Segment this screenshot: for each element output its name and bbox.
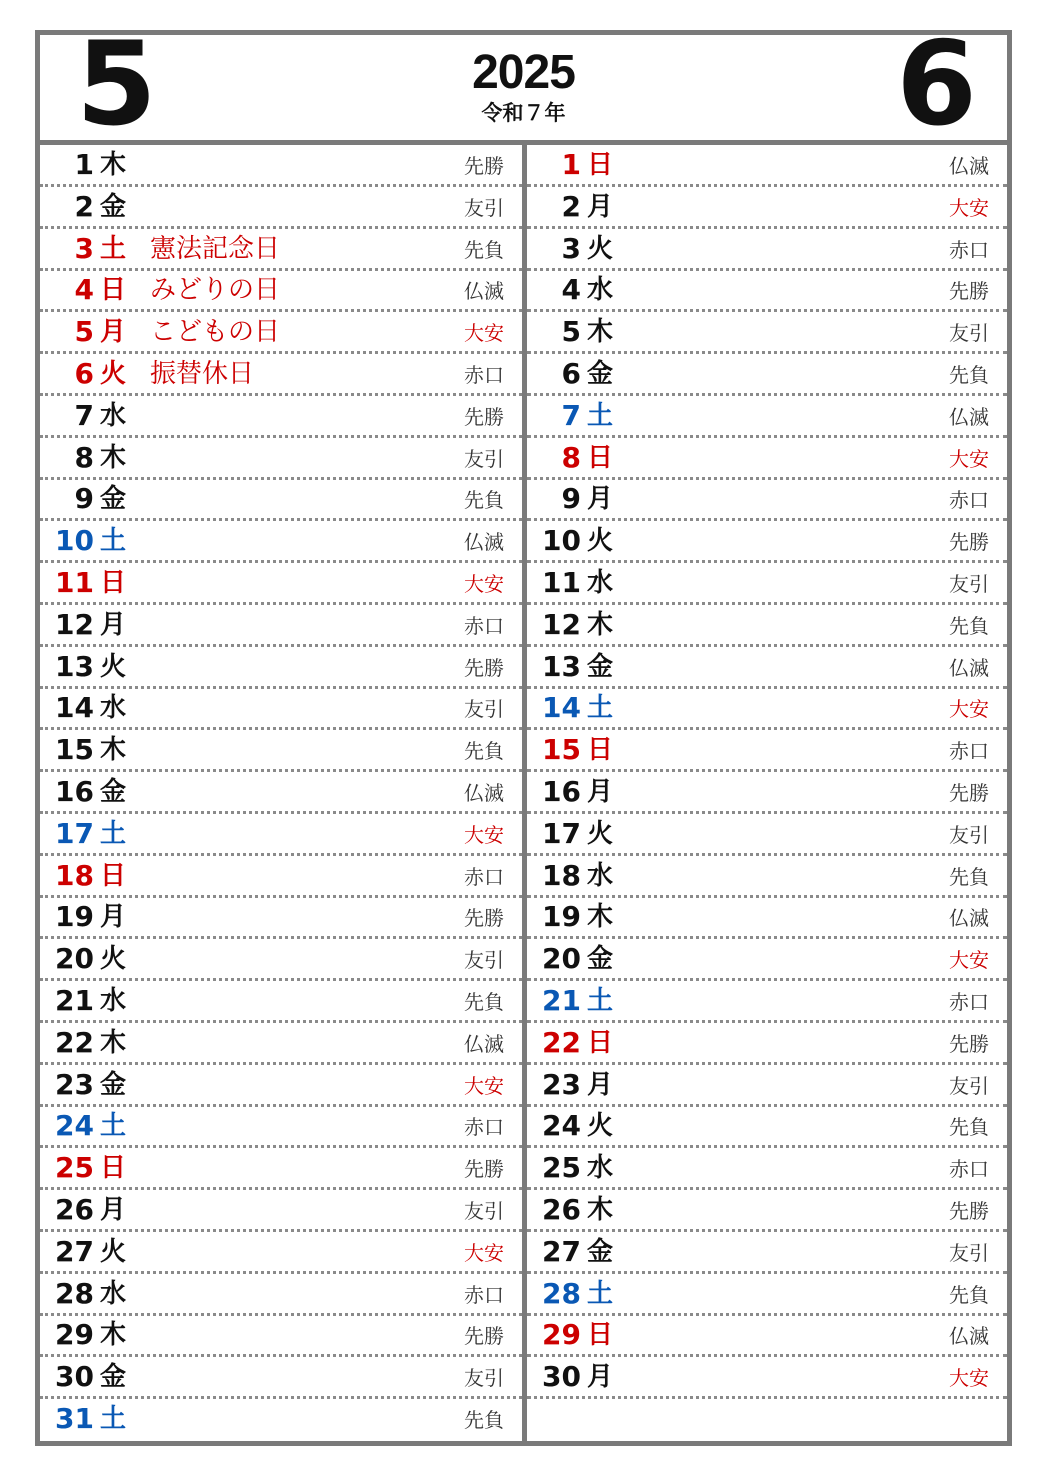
day-row bbox=[40, 1399, 522, 1441]
day-number: 10 bbox=[542, 524, 581, 558]
day-row bbox=[40, 521, 522, 563]
weekday-label: 日 bbox=[587, 735, 614, 766]
day-row bbox=[527, 605, 1007, 647]
day-row bbox=[527, 981, 1007, 1023]
weekday-label: 金 bbox=[587, 944, 614, 975]
day-row bbox=[40, 688, 522, 730]
rokuyo-label: 先負 bbox=[949, 864, 989, 889]
day-row bbox=[40, 270, 522, 312]
day-row bbox=[527, 563, 1007, 605]
rokuyo-label: 仏滅 bbox=[464, 530, 504, 555]
day-row bbox=[40, 856, 522, 898]
month-number-june: 6 bbox=[896, 17, 977, 152]
rokuyo-label: 先勝 bbox=[464, 404, 504, 429]
day-number: 13 bbox=[55, 649, 94, 683]
day-row bbox=[527, 312, 1007, 354]
weekday-label: 土 bbox=[100, 1111, 127, 1142]
weekday-label: 木 bbox=[100, 1027, 127, 1058]
day-row bbox=[527, 939, 1007, 981]
rokuyo-label: 先勝 bbox=[949, 530, 989, 555]
weekday-label: 金 bbox=[587, 359, 614, 389]
rokuyo-label: 大安 bbox=[464, 1240, 504, 1265]
rokuyo-label: 友引 bbox=[464, 948, 504, 973]
rokuyo-label: 仏滅 bbox=[464, 781, 504, 805]
holiday-name: みどりの日 bbox=[150, 275, 281, 306]
day-number: 8 bbox=[74, 440, 94, 474]
weekday-label: 月 bbox=[100, 902, 127, 933]
day-number: 12 bbox=[542, 607, 581, 641]
calendar-frame bbox=[35, 17, 1012, 1446]
weekday-label: 金 bbox=[100, 777, 127, 807]
weekday-label: 日 bbox=[587, 1320, 614, 1351]
rokuyo-label: 赤口 bbox=[949, 990, 989, 1014]
day-number: 20 bbox=[55, 942, 94, 976]
weekday-label: 土 bbox=[100, 1404, 127, 1434]
day-row bbox=[527, 521, 1007, 563]
day-number: 30 bbox=[542, 1360, 581, 1394]
day-number: 10 bbox=[55, 524, 94, 558]
weekday-label: 水 bbox=[100, 1278, 127, 1309]
day-row bbox=[527, 1190, 1007, 1232]
weekday-label: 水 bbox=[587, 860, 614, 891]
weekday-label: 木 bbox=[587, 902, 614, 933]
rokuyo-label: 先勝 bbox=[949, 1199, 989, 1223]
rokuyo-label: 先勝 bbox=[464, 154, 504, 178]
day-number: 12 bbox=[55, 607, 94, 641]
day-number: 28 bbox=[542, 1276, 581, 1310]
day-row bbox=[527, 730, 1007, 772]
rokuyo-label: 先負 bbox=[949, 1115, 989, 1140]
day-row bbox=[40, 772, 522, 814]
weekday-label: 月 bbox=[100, 609, 127, 640]
weekday-label: 土 bbox=[587, 693, 614, 724]
day-number: 3 bbox=[561, 231, 581, 265]
rokuyo-label: 先負 bbox=[949, 363, 989, 387]
day-row bbox=[527, 1315, 1007, 1357]
day-number: 13 bbox=[542, 649, 581, 683]
rokuyo-label: 先負 bbox=[464, 237, 504, 262]
day-number: 9 bbox=[74, 482, 94, 516]
rokuyo-label: 友引 bbox=[464, 1199, 504, 1223]
day-row bbox=[527, 1274, 1007, 1316]
rokuyo-label: 友引 bbox=[949, 1240, 989, 1265]
day-row bbox=[40, 1357, 522, 1399]
day-number: 6 bbox=[561, 357, 581, 390]
day-number: 31 bbox=[55, 1402, 94, 1435]
day-row bbox=[40, 730, 522, 772]
day-row bbox=[527, 856, 1007, 898]
weekday-label: 木 bbox=[100, 735, 127, 766]
day-number: 15 bbox=[55, 733, 94, 767]
day-number: 7 bbox=[74, 398, 94, 432]
weekday-label: 月 bbox=[587, 1069, 614, 1100]
era-label: 令和７年 bbox=[481, 101, 566, 125]
weekday-label: 金 bbox=[587, 651, 614, 682]
weekday-label: 月 bbox=[100, 1195, 127, 1225]
day-number: 1 bbox=[74, 148, 94, 181]
day-number: 7 bbox=[561, 398, 581, 432]
day-row bbox=[40, 897, 522, 939]
weekday-label: 土 bbox=[100, 526, 127, 557]
weekday-label: 日 bbox=[587, 1027, 614, 1058]
day-number: 24 bbox=[55, 1109, 94, 1143]
day-number: 21 bbox=[542, 984, 581, 1017]
day-number: 11 bbox=[542, 566, 581, 599]
rokuyo-label: 赤口 bbox=[464, 363, 504, 387]
day-number: 14 bbox=[55, 691, 94, 725]
rokuyo-label: 赤口 bbox=[949, 739, 989, 764]
weekday-label: 月 bbox=[587, 484, 614, 515]
day-row bbox=[40, 187, 522, 229]
day-number: 11 bbox=[55, 566, 94, 599]
day-number: 28 bbox=[55, 1276, 94, 1310]
holiday-name: 憲法記念日 bbox=[150, 233, 281, 264]
day-number: 9 bbox=[561, 482, 581, 516]
rokuyo-label: 大安 bbox=[464, 822, 504, 847]
rokuyo-label: 仏滅 bbox=[464, 279, 504, 304]
rokuyo-label: 友引 bbox=[464, 697, 504, 722]
weekday-label: 月 bbox=[587, 191, 614, 222]
day-row bbox=[40, 1190, 522, 1232]
day-number: 30 bbox=[55, 1360, 94, 1394]
rokuyo-label: 仏滅 bbox=[949, 655, 989, 680]
day-number: 26 bbox=[542, 1193, 581, 1226]
rokuyo-label: 先勝 bbox=[949, 279, 989, 304]
rokuyo-label: 赤口 bbox=[464, 613, 504, 638]
day-row bbox=[40, 438, 522, 480]
day-row bbox=[527, 1232, 1007, 1274]
rokuyo-label: 先負 bbox=[949, 1282, 989, 1307]
day-number: 14 bbox=[542, 691, 581, 725]
day-row bbox=[40, 939, 522, 981]
weekday-label: 木 bbox=[587, 317, 614, 348]
rokuyo-label: 先負 bbox=[464, 1408, 504, 1432]
day-number: 8 bbox=[561, 440, 581, 474]
day-number: 20 bbox=[542, 942, 581, 976]
rokuyo-label: 友引 bbox=[464, 195, 504, 220]
day-row bbox=[527, 688, 1007, 730]
day-row bbox=[40, 814, 522, 856]
day-row bbox=[527, 270, 1007, 312]
weekday-label: 火 bbox=[587, 526, 614, 557]
day-row bbox=[40, 396, 522, 438]
calendar-header bbox=[40, 17, 1007, 152]
weekday-label: 土 bbox=[100, 233, 127, 264]
day-row bbox=[527, 1023, 1007, 1065]
day-number: 24 bbox=[542, 1109, 581, 1143]
day-row bbox=[40, 981, 522, 1023]
day-number: 1 bbox=[561, 148, 581, 181]
rokuyo-label: 先負 bbox=[949, 613, 989, 638]
day-number: 15 bbox=[542, 733, 581, 767]
day-number: 29 bbox=[55, 1318, 94, 1352]
day-number: 4 bbox=[561, 273, 581, 307]
weekday-label: 水 bbox=[100, 400, 127, 431]
rokuyo-label: 赤口 bbox=[464, 864, 504, 889]
weekday-label: 火 bbox=[587, 233, 614, 264]
weekday-label: 火 bbox=[100, 944, 127, 975]
day-row bbox=[40, 1315, 522, 1357]
day-row bbox=[527, 1065, 1007, 1107]
year-label: 2025 bbox=[472, 46, 575, 99]
weekday-label: 水 bbox=[587, 1153, 614, 1184]
day-number: 25 bbox=[55, 1151, 94, 1185]
weekday-label: 水 bbox=[587, 568, 614, 598]
day-row bbox=[40, 1148, 522, 1190]
day-row bbox=[527, 897, 1007, 939]
rokuyo-label: 仏滅 bbox=[949, 1324, 989, 1349]
rokuyo-label: 先勝 bbox=[949, 781, 989, 805]
rokuyo-label: 仏滅 bbox=[949, 404, 989, 429]
rokuyo-label: 赤口 bbox=[949, 488, 989, 513]
day-number: 5 bbox=[74, 315, 94, 349]
weekday-label: 日 bbox=[100, 1153, 127, 1184]
weekday-label: 土 bbox=[587, 986, 614, 1016]
day-row bbox=[527, 1106, 1007, 1148]
rokuyo-label: 大安 bbox=[949, 446, 989, 471]
weekday-label: 水 bbox=[100, 986, 127, 1016]
day-number: 23 bbox=[542, 1067, 581, 1101]
weekday-label: 月 bbox=[100, 317, 127, 348]
rokuyo-label: 大安 bbox=[949, 1366, 989, 1391]
day-number: 21 bbox=[55, 984, 94, 1017]
rokuyo-label: 友引 bbox=[464, 1366, 504, 1391]
weekday-label: 火 bbox=[100, 1236, 127, 1267]
day-number: 16 bbox=[542, 775, 581, 808]
rokuyo-label: 赤口 bbox=[464, 1282, 504, 1307]
day-number: 22 bbox=[55, 1025, 94, 1059]
rokuyo-label: 大安 bbox=[949, 195, 989, 220]
weekday-label: 日 bbox=[587, 442, 614, 473]
rokuyo-label: 先負 bbox=[464, 990, 504, 1014]
day-row bbox=[40, 1232, 522, 1274]
day-number: 16 bbox=[55, 775, 94, 808]
day-row bbox=[40, 479, 522, 521]
day-number: 17 bbox=[542, 816, 581, 850]
weekday-label: 日 bbox=[100, 860, 127, 891]
rokuyo-label: 友引 bbox=[949, 321, 989, 346]
weekday-label: 木 bbox=[587, 609, 614, 640]
day-number: 23 bbox=[55, 1067, 94, 1101]
day-row bbox=[40, 563, 522, 605]
weekday-label: 火 bbox=[587, 1111, 614, 1142]
rokuyo-label: 大安 bbox=[949, 948, 989, 973]
rokuyo-label: 先勝 bbox=[949, 1031, 989, 1056]
day-row bbox=[527, 354, 1007, 396]
day-number: 2 bbox=[561, 189, 581, 223]
rokuyo-label: 大安 bbox=[464, 321, 504, 346]
weekday-label: 土 bbox=[100, 818, 127, 849]
rokuyo-label: 大安 bbox=[949, 697, 989, 722]
rokuyo-label: 友引 bbox=[464, 446, 504, 471]
day-row bbox=[527, 1399, 1007, 1441]
day-row bbox=[40, 1023, 522, 1065]
weekday-label: 日 bbox=[587, 150, 614, 180]
weekday-label: 土 bbox=[587, 1278, 614, 1309]
rokuyo-label: 先勝 bbox=[464, 906, 504, 931]
day-row bbox=[527, 1357, 1007, 1399]
weekday-label: 土 bbox=[587, 400, 614, 431]
day-row bbox=[40, 145, 522, 187]
day-number: 18 bbox=[542, 858, 581, 892]
weekday-label: 金 bbox=[587, 1236, 614, 1267]
day-row bbox=[527, 438, 1007, 480]
day-number: 17 bbox=[55, 816, 94, 850]
weekday-label: 日 bbox=[100, 568, 127, 598]
day-row bbox=[527, 1148, 1007, 1190]
rokuyo-label: 先負 bbox=[464, 488, 504, 513]
day-row bbox=[40, 229, 522, 271]
rokuyo-label: 先勝 bbox=[464, 1157, 504, 1182]
day-row bbox=[527, 396, 1007, 438]
day-number: 18 bbox=[55, 858, 94, 892]
weekday-label: 木 bbox=[587, 1195, 614, 1225]
rokuyo-label: 先勝 bbox=[464, 655, 504, 680]
day-row bbox=[527, 772, 1007, 814]
may-column bbox=[40, 145, 522, 1441]
day-row bbox=[40, 312, 522, 354]
day-row bbox=[527, 479, 1007, 521]
rokuyo-label: 友引 bbox=[949, 572, 989, 596]
day-number: 27 bbox=[542, 1234, 581, 1268]
rokuyo-label: 赤口 bbox=[949, 237, 989, 262]
day-row bbox=[40, 1106, 522, 1148]
weekday-label: 月 bbox=[587, 1362, 614, 1393]
weekday-label: 木 bbox=[100, 1320, 127, 1351]
day-number: 3 bbox=[74, 231, 94, 265]
weekday-label: 月 bbox=[587, 777, 614, 807]
rokuyo-label: 友引 bbox=[949, 1073, 989, 1098]
day-number: 19 bbox=[55, 900, 94, 934]
day-number: 26 bbox=[55, 1193, 94, 1226]
holiday-name: 振替休日 bbox=[150, 359, 255, 389]
weekday-label: 木 bbox=[100, 442, 127, 473]
rokuyo-label: 仏滅 bbox=[464, 1031, 504, 1056]
day-row bbox=[40, 354, 522, 396]
day-number: 22 bbox=[542, 1025, 581, 1059]
day-row bbox=[527, 647, 1007, 689]
day-number: 27 bbox=[55, 1234, 94, 1268]
weekday-label: 水 bbox=[100, 693, 127, 724]
day-row bbox=[40, 1065, 522, 1107]
day-row bbox=[40, 1274, 522, 1316]
weekday-label: 火 bbox=[100, 359, 127, 389]
rokuyo-label: 先勝 bbox=[464, 1324, 504, 1349]
day-number: 29 bbox=[542, 1318, 581, 1352]
weekday-label: 木 bbox=[100, 150, 127, 180]
holiday-name: こどもの日 bbox=[150, 317, 281, 348]
weekday-label: 金 bbox=[100, 484, 127, 515]
rokuyo-label: 友引 bbox=[949, 822, 989, 847]
day-row bbox=[40, 605, 522, 647]
day-number: 2 bbox=[74, 189, 94, 223]
day-row bbox=[527, 814, 1007, 856]
weekday-label: 火 bbox=[100, 651, 127, 682]
rokuyo-label: 赤口 bbox=[949, 1157, 989, 1182]
weekday-label: 水 bbox=[587, 275, 614, 306]
month-number-may: 5 bbox=[76, 17, 157, 152]
rokuyo-label: 仏滅 bbox=[949, 906, 989, 931]
rokuyo-label: 先負 bbox=[464, 739, 504, 764]
day-row bbox=[527, 229, 1007, 271]
day-number: 6 bbox=[74, 357, 94, 390]
weekday-label: 金 bbox=[100, 1362, 127, 1393]
weekday-label: 日 bbox=[100, 275, 127, 306]
day-row bbox=[527, 187, 1007, 229]
rokuyo-label: 大安 bbox=[464, 1073, 504, 1098]
day-number: 19 bbox=[542, 900, 581, 934]
rokuyo-label: 仏滅 bbox=[949, 154, 989, 178]
day-row bbox=[40, 647, 522, 689]
weekday-label: 火 bbox=[587, 818, 614, 849]
june-column bbox=[527, 145, 1007, 1441]
rokuyo-label: 赤口 bbox=[464, 1115, 504, 1140]
day-row bbox=[527, 145, 1007, 187]
weekday-label: 金 bbox=[100, 1069, 127, 1100]
day-number: 5 bbox=[561, 315, 581, 349]
day-number: 4 bbox=[74, 273, 94, 307]
day-number: 25 bbox=[542, 1151, 581, 1185]
weekday-label: 金 bbox=[100, 191, 127, 222]
rokuyo-label: 大安 bbox=[464, 572, 504, 596]
